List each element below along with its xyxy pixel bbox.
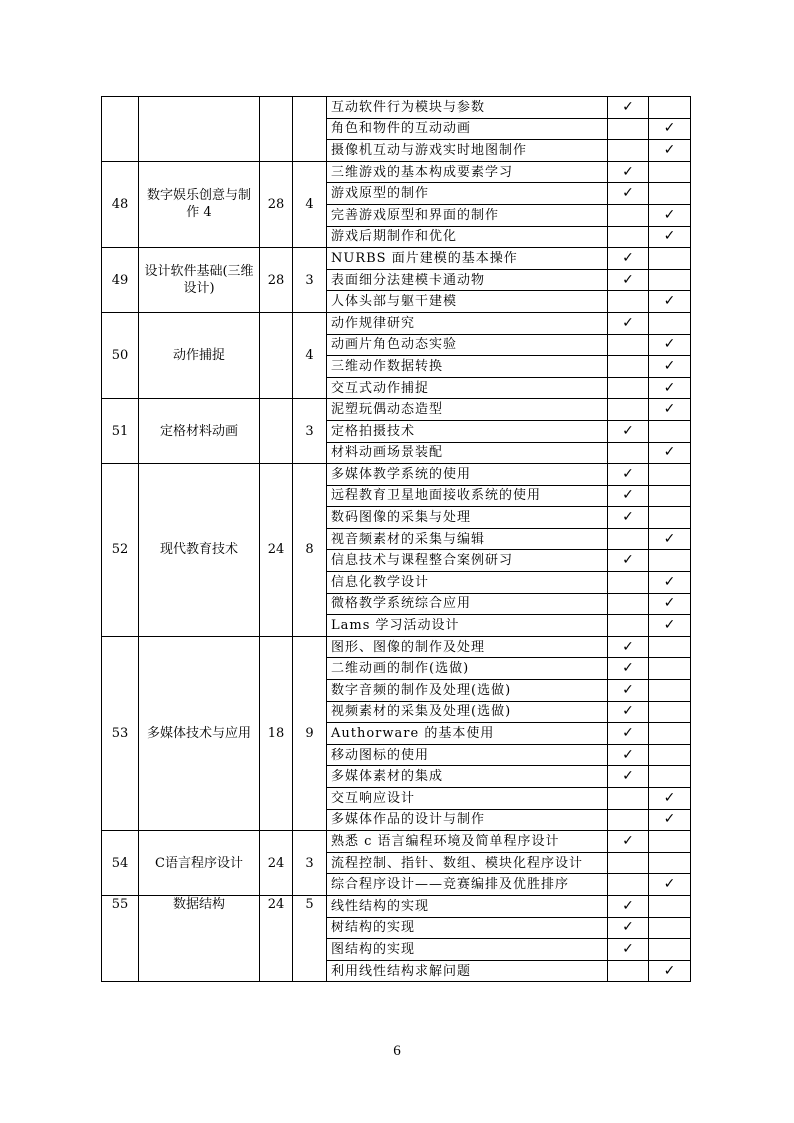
course-number: 51 [102, 399, 139, 464]
course-number: 55 [102, 895, 139, 981]
required-check: ✓ [608, 269, 649, 291]
experiment-item: 信息技术与课程整合案例研习 [327, 550, 608, 572]
required-check [608, 852, 649, 874]
course-experiment-count: 5 [293, 895, 327, 981]
optional-check: ✓ [649, 334, 691, 356]
required-check: ✓ [608, 723, 649, 745]
optional-check: ✓ [649, 399, 691, 421]
optional-check [649, 658, 691, 680]
optional-check [649, 269, 691, 291]
experiment-item: 二维动画的制作(选做) [327, 658, 608, 680]
experiment-item: 角色和物件的互动动画 [327, 118, 608, 140]
optional-check [649, 917, 691, 939]
required-check [608, 593, 649, 615]
required-check: ✓ [608, 917, 649, 939]
experiment-item: 材料动画场景装配 [327, 442, 608, 464]
experiment-item: 综合程序设计——竞赛编排及优胜排序 [327, 874, 608, 896]
required-check [608, 204, 649, 226]
course-number: 52 [102, 464, 139, 637]
required-check [608, 226, 649, 248]
required-check: ✓ [608, 312, 649, 334]
required-check [608, 960, 649, 982]
optional-check: ✓ [649, 874, 691, 896]
required-check [608, 809, 649, 831]
required-check: ✓ [608, 939, 649, 961]
required-check [608, 291, 649, 313]
optional-check: ✓ [649, 204, 691, 226]
course-name [139, 97, 260, 162]
course-hours: 24 [260, 464, 293, 637]
optional-check: ✓ [649, 960, 691, 982]
table-row [102, 312, 691, 334]
experiment-item: NURBS 面片建模的基本操作 [327, 248, 608, 270]
required-check: ✓ [608, 97, 649, 119]
required-check: ✓ [608, 636, 649, 658]
optional-check [649, 831, 691, 853]
experiment-item: 熟悉 c 语言编程环境及简单程序设计 [327, 831, 608, 853]
optional-check: ✓ [649, 377, 691, 399]
optional-check [649, 312, 691, 334]
course-experiment-count: 4 [293, 161, 327, 247]
required-check [608, 788, 649, 810]
course-name: 数字娱乐创意与制作 4 [139, 161, 260, 247]
experiment-item: 动作规律研究 [327, 312, 608, 334]
table-row [102, 97, 691, 119]
experiment-item: 完善游戏原型和界面的制作 [327, 204, 608, 226]
required-check: ✓ [608, 895, 649, 917]
experiment-item: 数码图像的采集与处理 [327, 507, 608, 529]
table-row [102, 248, 691, 270]
required-check: ✓ [608, 680, 649, 702]
required-check [608, 140, 649, 162]
required-check: ✓ [608, 183, 649, 205]
experiment-item: 多媒体素材的集成 [327, 766, 608, 788]
course-hours [260, 312, 293, 398]
experiment-item: 三维游戏的基本构成要素学习 [327, 161, 608, 183]
experiment-item: 交互式动作捕捉 [327, 377, 608, 399]
course-name: 数据结构 [139, 895, 260, 981]
optional-check [649, 766, 691, 788]
course-experiment-count: 3 [293, 248, 327, 313]
page-number: 6 [393, 1043, 401, 1059]
required-check [608, 442, 649, 464]
required-check: ✓ [608, 485, 649, 507]
optional-check [649, 248, 691, 270]
optional-check [649, 636, 691, 658]
optional-check: ✓ [649, 291, 691, 313]
optional-check: ✓ [649, 788, 691, 810]
course-name: 定格材料动画 [139, 399, 260, 464]
course-number: 50 [102, 312, 139, 398]
optional-check: ✓ [649, 356, 691, 378]
course-experiment-count: 9 [293, 636, 327, 830]
experiment-item: 利用线性结构求解问题 [327, 960, 608, 982]
optional-check [649, 464, 691, 486]
required-check: ✓ [608, 161, 649, 183]
experiment-item: 线性结构的实现 [327, 895, 608, 917]
required-check [608, 377, 649, 399]
required-check: ✓ [608, 701, 649, 723]
course-hours: 28 [260, 161, 293, 247]
course-number [102, 97, 139, 162]
experiment-item: 树结构的实现 [327, 917, 608, 939]
optional-check [649, 507, 691, 529]
required-check [608, 356, 649, 378]
course-experiment-count: 8 [293, 464, 327, 637]
course-number: 48 [102, 161, 139, 247]
optional-check [649, 161, 691, 183]
optional-check: ✓ [649, 593, 691, 615]
optional-check [649, 680, 691, 702]
table-row [102, 161, 691, 183]
experiment-item: 互动软件行为模块与参数 [327, 97, 608, 119]
experiment-item: 定格拍摄技术 [327, 420, 608, 442]
required-check: ✓ [608, 420, 649, 442]
required-check: ✓ [608, 831, 649, 853]
course-name: C语言程序设计 [139, 831, 260, 896]
required-check: ✓ [608, 766, 649, 788]
experiment-item: 游戏后期制作和优化 [327, 226, 608, 248]
required-check [608, 399, 649, 421]
experiment-item: 微格教学系统综合应用 [327, 593, 608, 615]
course-name: 设计软件基础(三维设计) [139, 248, 260, 313]
course-name: 现代教育技术 [139, 464, 260, 637]
experiment-item: 流程控制、指针、数组、模块化程序设计 [327, 852, 608, 874]
table-row [102, 636, 691, 658]
required-check: ✓ [608, 744, 649, 766]
optional-check [649, 895, 691, 917]
optional-check [649, 183, 691, 205]
course-experiment-count: 3 [293, 831, 327, 896]
required-check [608, 615, 649, 637]
optional-check: ✓ [649, 140, 691, 162]
course-hours: 18 [260, 636, 293, 830]
experiment-table [101, 96, 691, 982]
course-hours: 24 [260, 831, 293, 896]
course-number: 53 [102, 636, 139, 830]
course-number: 49 [102, 248, 139, 313]
experiment-item: 远程教育卫星地面接收系统的使用 [327, 485, 608, 507]
required-check [608, 118, 649, 140]
optional-check: ✓ [649, 528, 691, 550]
optional-check [649, 485, 691, 507]
required-check [608, 572, 649, 594]
experiment-item: 信息化教学设计 [327, 572, 608, 594]
experiment-item: 泥塑玩偶动态造型 [327, 399, 608, 421]
experiment-item: 视频素材的采集及处理(选做) [327, 701, 608, 723]
experiment-item: 交互响应设计 [327, 788, 608, 810]
experiment-item: 多媒体作品的设计与制作 [327, 809, 608, 831]
table-row [102, 831, 691, 853]
course-name: 动作捕捉 [139, 312, 260, 398]
optional-check [649, 723, 691, 745]
experiment-item: 三维动作数据转换 [327, 356, 608, 378]
optional-check: ✓ [649, 572, 691, 594]
experiment-item: 游戏原型的制作 [327, 183, 608, 205]
experiment-item: 图形、图像的制作及处理 [327, 636, 608, 658]
optional-check: ✓ [649, 809, 691, 831]
required-check: ✓ [608, 550, 649, 572]
optional-check [649, 939, 691, 961]
experiment-item: 摄像机互动与游戏实时地图制作 [327, 140, 608, 162]
experiment-item: 数字音频的制作及处理(选做) [327, 680, 608, 702]
experiment-item: 图结构的实现 [327, 939, 608, 961]
experiment-item: 表面细分法建模卡通动物 [327, 269, 608, 291]
required-check: ✓ [608, 464, 649, 486]
optional-check: ✓ [649, 226, 691, 248]
required-check: ✓ [608, 658, 649, 680]
optional-check [649, 550, 691, 572]
required-check [608, 334, 649, 356]
required-check [608, 528, 649, 550]
experiment-item: 移动图标的使用 [327, 744, 608, 766]
course-name: 多媒体技术与应用 [139, 636, 260, 830]
optional-check: ✓ [649, 442, 691, 464]
experiment-item: 人体头部与躯干建模 [327, 291, 608, 313]
course-number: 54 [102, 831, 139, 896]
required-check: ✓ [608, 248, 649, 270]
course-hours [260, 97, 293, 162]
optional-check [649, 420, 691, 442]
table-row [102, 464, 691, 486]
optional-check [649, 744, 691, 766]
table-row [102, 895, 691, 917]
experiment-item: 动画片角色动态实验 [327, 334, 608, 356]
optional-check: ✓ [649, 615, 691, 637]
optional-check: ✓ [649, 118, 691, 140]
optional-check [649, 701, 691, 723]
optional-check [649, 97, 691, 119]
optional-check [649, 852, 691, 874]
experiment-item: 多媒体教学系统的使用 [327, 464, 608, 486]
course-hours: 24 [260, 895, 293, 981]
course-hours: 28 [260, 248, 293, 313]
course-experiment-count [293, 97, 327, 162]
course-experiment-count: 3 [293, 399, 327, 464]
required-check [608, 874, 649, 896]
experiment-item: 视音频素材的采集与编辑 [327, 528, 608, 550]
experiment-item: Authorware 的基本使用 [327, 723, 608, 745]
course-experiment-count: 4 [293, 312, 327, 398]
experiment-item: Lams 学习活动设计 [327, 615, 608, 637]
required-check: ✓ [608, 507, 649, 529]
course-hours [260, 399, 293, 464]
table-row [102, 399, 691, 421]
